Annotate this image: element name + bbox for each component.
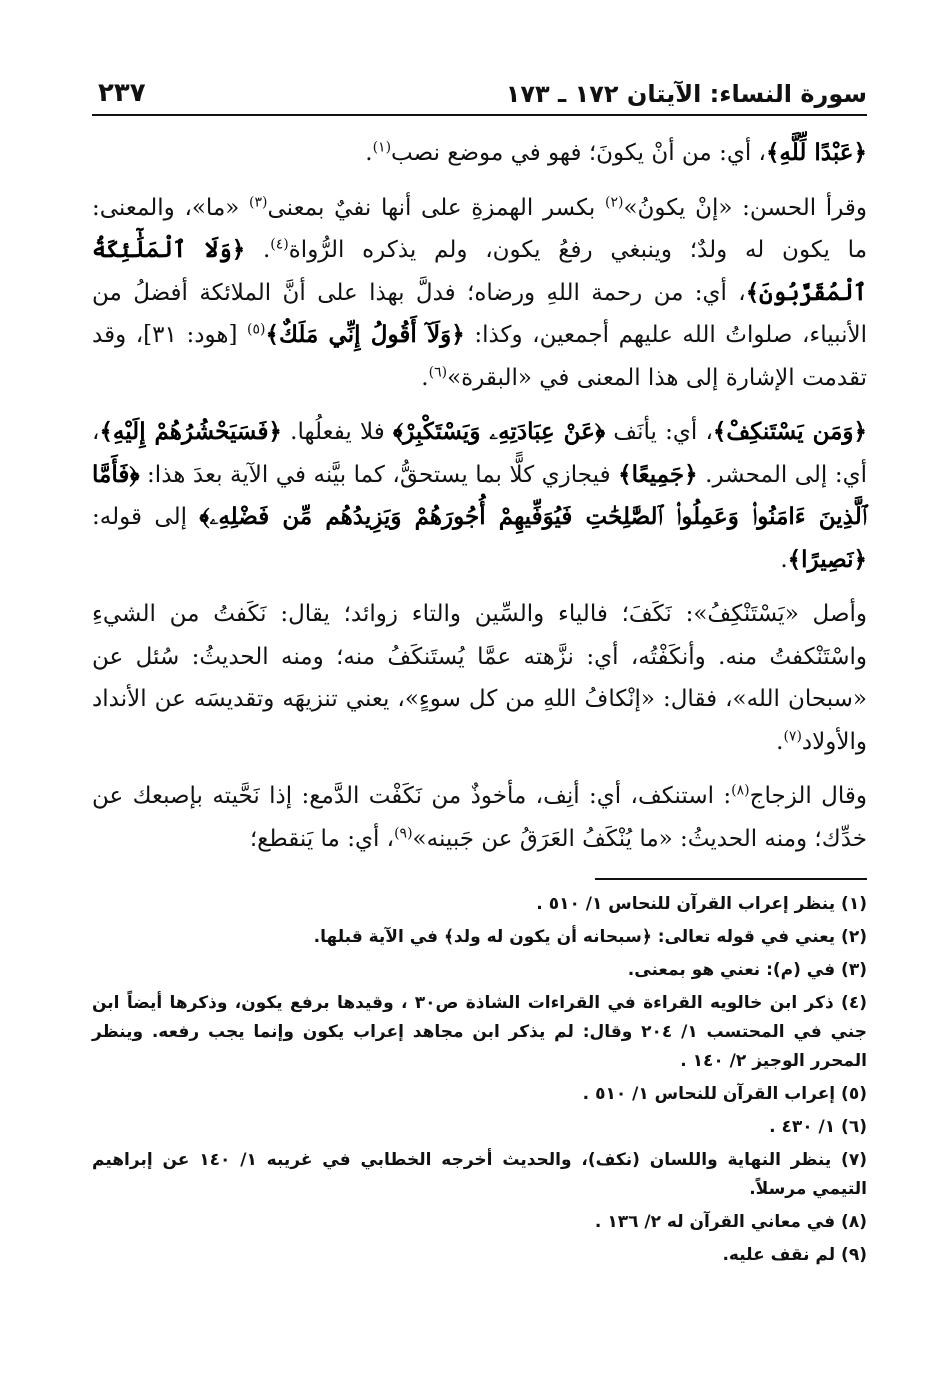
footnote: (٨) في معاني القرآن له ٢/ ١٣٦ . — [594, 1212, 867, 1232]
footnote: (٩) لم نقف عليه. — [722, 1245, 867, 1265]
text-run: فيجازي كلًّا بما يستحقُّ، كما بيَّنه في الآية بعدَ هذا: — [139, 461, 619, 488]
text-run: ، أي: يأنَف — [605, 419, 713, 445]
footnotes — [92, 890, 867, 1270]
text-run: ، أي: إلى المحشر. — [92, 419, 867, 488]
footnote-ref: (٦) — [428, 363, 448, 380]
running-title: سورة النساء: الآيتان ١٧٢ ـ ١٧٣ — [505, 80, 867, 108]
footnote: (٣) في (م): نعني هو بمعنى. — [627, 960, 867, 980]
text-run: . — [245, 237, 271, 263]
text-run: . — [421, 364, 429, 391]
footnote-ref: (٣) — [249, 193, 268, 210]
footnote-ref: (٩) — [394, 824, 413, 841]
paragraph — [92, 593, 867, 763]
footnote-ref: (٥) — [247, 321, 266, 338]
text-run: وقرأ الحسن: «إنْ يكونُ» — [623, 194, 867, 221]
footnote: (٥) إعراب القرآن للنحاس ١/ ٥١٠ . — [582, 1084, 867, 1104]
footnote-ref: (٨) — [731, 782, 750, 799]
text-run: ، أي: ما يَنقطع؛ — [249, 825, 395, 852]
quran-quote: ﴿فَأَمَّا ٱلَّذِينَ ءَامَنُوا۟ وَعَمِلُوا۟ ٱلصَّٰلِحَٰتِ فَيُوَفِّيهِمْ أُجُورَهُمْ وَيَزِيدُهُم مِّن فَضْلِهِۦ﴾ — [92, 460, 868, 530]
footnote: (٧) ينظر النهاية واللسان (نكف)، والحديث أخرجه الخطابي في غريبه ١/ ١٤٠ عن إبراهيم التيمي مرسلاً. — [92, 1150, 867, 1199]
quran-quote: ﴿فَسَيَحْشُرُهُمْ إِلَيْهِ﴾ — [99, 418, 282, 445]
quran-quote: ﴿وَلَا ٱلْمَلَٰٓئِكَةُ ٱلْمُقَرَّبُونَ﴾ — [92, 236, 867, 306]
quran-quote: ﴿عَنْ عِبَادَتِهِۦ وَيَسْتَكْبِرْ﴾ — [392, 418, 606, 445]
text-run: بكسر الهمزةِ على أنها نفيٌ بمعنى — [267, 194, 605, 221]
footnote-ref: (٧) — [783, 727, 802, 744]
quran-quote: ﴿وَمَن يَسْتَنكِفْ﴾ — [712, 418, 868, 445]
page-number: ٢٣٧ — [98, 78, 146, 108]
footnote-ref: (٤) — [270, 236, 289, 253]
text-run: فلا يفعلُها. — [281, 419, 393, 445]
quran-quote: ﴿جَمِيعًا﴾ — [618, 460, 698, 488]
text-run: وقال الزجاج — [749, 783, 867, 809]
text-run: [هود: ٣١]، وقد تقدمت الإشارة إلى هذا المعنى في «البقرة» — [92, 322, 867, 391]
quran-quote: ﴿نَصِيرًا﴾ — [787, 545, 867, 573]
footnote: (١) ينظر إعراب القرآن للنحاس ١/ ٥١٠ . — [536, 894, 867, 914]
text-run: . — [780, 546, 788, 573]
text-run: ، أي: من أنْ يكونَ؛ فهو في موضع نصب — [391, 140, 766, 166]
text-run: ، أي: من رحمة اللهِ ورضاه؛ فدلَّ بهذا على أنَّ الملائكة أفضلُ من الأنبياء، صلواتُ الله عليهم أجمعين، وكذا: — [92, 279, 867, 348]
footnote-divider — [595, 878, 867, 880]
text-run: وأصل «يَسْتَنْكِفُ»: نَكَفَ؛ فالياء والسِّين والتاء زوائد؛ يقال: نَكَفتُ من الشيءِ واسْتَنْكفتُ منه. وأنكَفْتُه، أي: نزَّهته عمَّا يُستَنكَفُ منه؛ ومنه الحديثُ: سُئل عن «سبحان الله»، فقال: «إنْكافُ اللهِ من كل سوءٍ»، يعني تنزيهَه وتقديسَه عن الأنداد والأولاد — [92, 601, 867, 755]
page-header — [92, 78, 867, 116]
footnote: (٦) ١/ ٤٣٠ . — [769, 1117, 867, 1137]
paragraph — [92, 775, 867, 860]
text-run: . — [776, 728, 784, 755]
quran-quote: ﴿عَبْدًا لِّلَّهِ﴾ — [765, 139, 867, 166]
paragraph — [92, 132, 867, 175]
text-run: . — [365, 140, 373, 166]
text-run: «ما»، والمعنى: ما يكون له ولدٌ؛ وينبغي رفعُ يكون، ولم يذكره الرُّواة — [92, 194, 868, 263]
quran-quote: ﴿وَلَآ أَقُولُ إِنِّي مَلَكٌ﴾ — [265, 321, 465, 348]
text-run: إلى قوله: — [92, 504, 200, 530]
text-run: : استنكف، أي: أنِف، مأخوذٌ من نَكَفْت الدَّمع: إذا نَحَّيته بإصبعك عن خدِّك؛ ومنه الحديثُ: «ما يُنْكَفُ العَرَقُ عن جَبينه» — [92, 783, 867, 852]
footnote: (٢) يعني في قوله تعالى: ﴿سبحانه أن يكون له ولد﴾ في الآية قبلها. — [313, 927, 867, 947]
footnote-ref: (١) — [372, 139, 392, 156]
paragraph — [92, 411, 867, 581]
footnote-ref: (٢) — [604, 193, 624, 210]
main-text — [92, 132, 867, 860]
footnote: (٤) ذكر ابن خالويه القراءة في القراءات الشاذة ص٣٠ ، وقيدها برفع يكون، وذكرها أيضاً ابن جني في المحتسب ١/ ٢٠٤ وقال: لم يذكر ابن مجاهد إعراب يكون وإنما يجب رفعه. وينظر المحرر الوجيز ٢/ ١٤٠ . — [92, 993, 868, 1071]
paragraph — [92, 187, 867, 400]
